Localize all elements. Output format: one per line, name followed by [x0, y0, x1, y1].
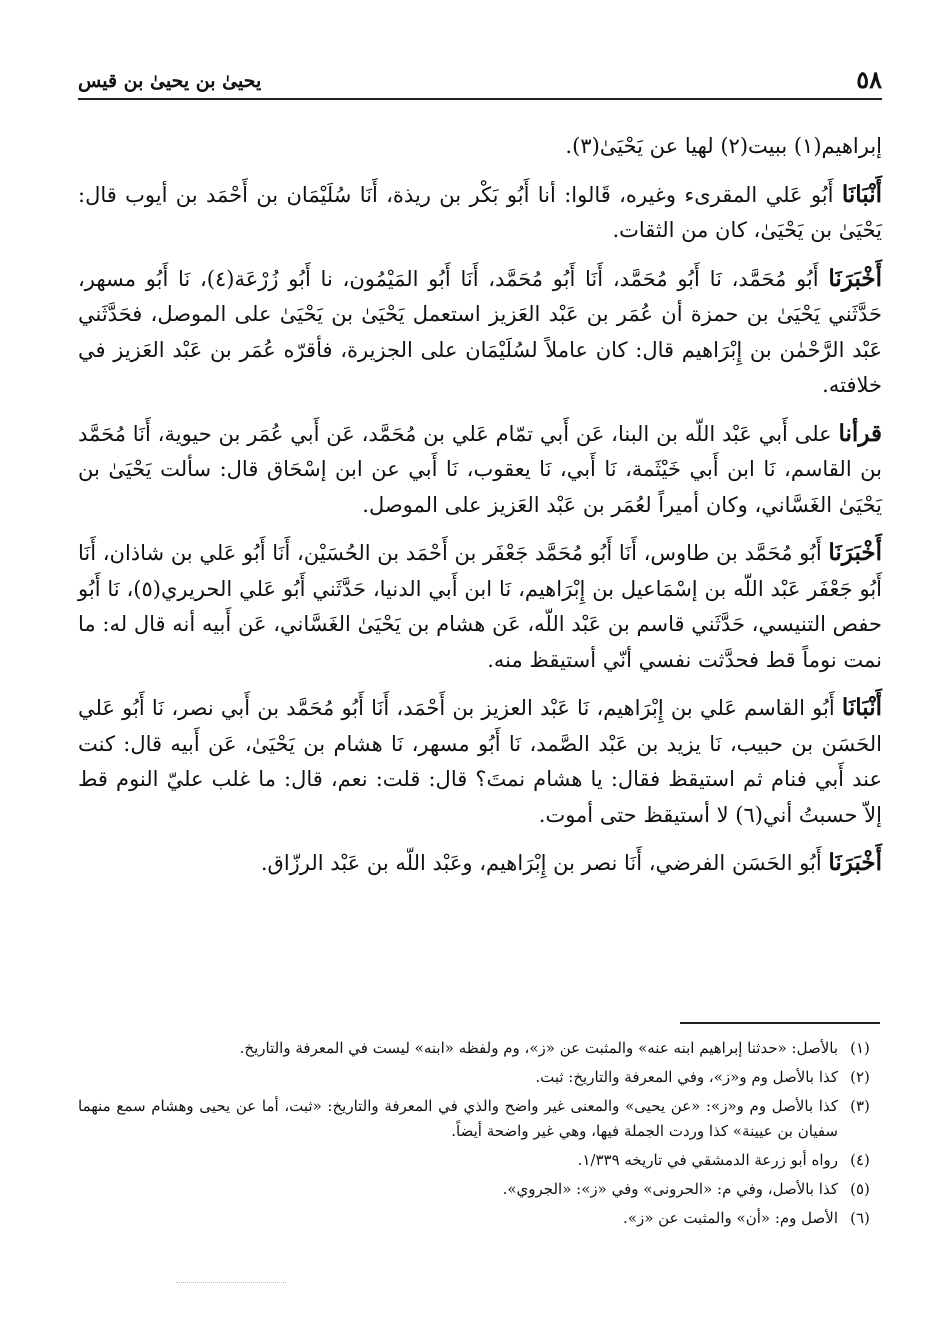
- paragraph-keyword: أَنْبَانَا: [841, 180, 882, 208]
- footnote: [78, 1177, 882, 1202]
- footnote-number: (٢): [850, 1068, 870, 1086]
- paragraph-text: أَبُو مُحَمَّد، نَا أَبُو مُحَمَّد، أَنَا أَبُو مُحَمَّد، أَنَا أَبُو المَيْمُون، نا أَبُو زُرْعَة(٤)، نَا أَبُو مسهر، حَدَّثَني يَحْيَىٰ بن حمزة أن عُمَر بن عَبْد العَزيز استعمل يَحْيَىٰ بن يَحْيَىٰ على الموصل، فحَدَّثَني عَبْد الرَّحْمٰن بن إِبْرَاهيم قال: كان عاملاً لسُلَيْمَان على الجزيرة، فأقرّه عُمَر بن عَبْد العَزيز في خلافته.: [78, 266, 882, 397]
- scan-artifact: [176, 1282, 286, 1283]
- paragraph: [78, 177, 882, 249]
- footnote-number: (٦): [850, 1209, 870, 1227]
- footnote-number: (٥): [850, 1180, 870, 1198]
- main-text: [78, 128, 882, 894]
- paragraph-text: إبراهيم(١) ببيت(٢) لهيا عن يَحْيَىٰ(٣).: [565, 134, 882, 158]
- paragraph: [78, 128, 882, 165]
- paragraph: [78, 535, 882, 678]
- footnote-text: رواه أبو زرعة الدمشقي في تاريخه ١/٣٣٩.: [577, 1151, 838, 1169]
- footnote-number: (٣): [850, 1097, 870, 1115]
- footnote-number: (٤): [850, 1151, 870, 1169]
- footnote: [78, 1036, 882, 1061]
- running-title: يحيىٰ بن يحيىٰ بن قيس: [78, 70, 262, 92]
- footnote: [78, 1065, 882, 1090]
- paragraph-text: أَبُو الحَسَن الفرضي، أَنَا نصر بن إِبْرَاهيم، وعَبْد اللّه بن عَبْد الرزّاق.: [260, 851, 829, 875]
- paragraph: [78, 416, 882, 524]
- footnote-number: (١): [850, 1039, 870, 1057]
- footnotes: [78, 1036, 882, 1235]
- footnote: [78, 1094, 882, 1144]
- footnote-text: كذا بالأصل وم و«ز»: «عن يحيى» والمعنى غير واضح والذي في المعرفة والتاريخ: «ثبت، أما عن يحيى وهشام سمع منهما سفيان بن عيينة» كذا وردت الجملة فيها، وهي غير واضحة أيضاً.: [78, 1097, 838, 1140]
- footnote: [78, 1206, 882, 1231]
- paragraph-text: أَبُو مُحَمَّد بن طاوس، أَنَا أَبُو مُحَمَّد جَعْفَر بن أَحْمَد بن الحُسَيْن، أَنَا أَبُو عَلي بن شاذان، أَنَا أَبُو جَعْفَر عَبْد اللّه بن إسْمَاعيل بن إِبْرَاهيم، نَا ابن أَبي الدنيا، حَدَّثَني أَبُو عَلي الحريري(٥)، نَا أَبُو حفص التنيسي، حَدَّثَني قاسم بن عَبْد اللّه، عَن هشام بن يَحْيَىٰ الغَسَّاني، عَن أَبيه أنه قال له: ما نمت نوماً قط فحدَّثت نفسي أنّي أستيقظ منه.: [78, 541, 882, 672]
- paragraph: [78, 690, 882, 833]
- paragraph: [78, 261, 882, 404]
- footnote: [78, 1148, 882, 1173]
- paragraph-keyword: أَخْبَرَنَا: [828, 539, 882, 566]
- footnote-text: الأصل وم: «أن» والمثبت عن «ز».: [623, 1209, 838, 1227]
- paragraph-text: على أَبي عَبْد اللّه بن البنا، عَن أَبي تمّام عَلي بن مُحَمَّد، عَن أَبي عُمَر بن حيوية، أَنَا مُحَمَّد بن القاسم، نَا ابن أَبي خَيْثَمة، نَا أَبي، نَا يعقوب، نَا أَبي عن ابن إسْحَاق قال: سألت يَحْيَىٰ بن يَحْيَىٰ الغَسَّاني، وكان أميراً لعُمَر بن عَبْد العَزيز على الموصل.: [78, 421, 882, 517]
- footnote-divider: [680, 1022, 880, 1024]
- paragraph-keyword: قرأنا: [838, 419, 882, 447]
- footnote-text: كذا بالأصل وم و«ز»، وفي المعرفة والتاريخ: ثبت.: [535, 1068, 838, 1086]
- paragraph-keyword: أَخْبَرَنَا: [828, 264, 882, 292]
- page-number: ٥٨: [856, 65, 882, 94]
- paragraph-text: أَبُو عَلي المقرىء وغيره، قَالوا: أنا أَبُو بَكْر بن ريذة، أَنَا سُلَيْمَان بن أَحْمَد بن أيوب قال: يَحْيَىٰ بن يَحْيَىٰ، كان من الثقات.: [78, 182, 882, 242]
- paragraph-text: أَبُو القاسم عَلي بن إِبْرَاهيم، نَا عَبْد العزيز بن أَحْمَد، أَنَا أَبُو مُحَمَّد بن أَبي نصر، نَا أَبُو عَلي الحَسَن بن حبيب، نَا يزيد بن عَبْد الصَّمد، نَا أَبُو مسهر، نَا هشام بن يَحْيَىٰ، عَن أَبيه قال: كنت عند أَبي فنام ثم استيقظ فقال: يا هشام نمتَ؟ قال: قلت: نعم، قال: ما غلب عليّ النوم قط إلاّ حسبتُ أني(٦) لا أستيقظ حتى أموت.: [78, 696, 882, 827]
- paragraph: [78, 845, 882, 882]
- footnote-text: بالأصل: «حدثنا إبراهيم ابنه عنه» والمثبت عن «ز»، وم ولفظه «ابنه» ليست في المعرفة والتاريخ.: [239, 1039, 838, 1057]
- paragraph-keyword: أَنْبَانَا: [841, 694, 882, 721]
- footnote-text: كذا بالأصل، وفي م: «الحرونى» وفي «ز»: «الجروي».: [502, 1180, 838, 1198]
- paragraph-keyword: أَخْبَرَنَا: [828, 849, 882, 876]
- page-header: [78, 58, 882, 100]
